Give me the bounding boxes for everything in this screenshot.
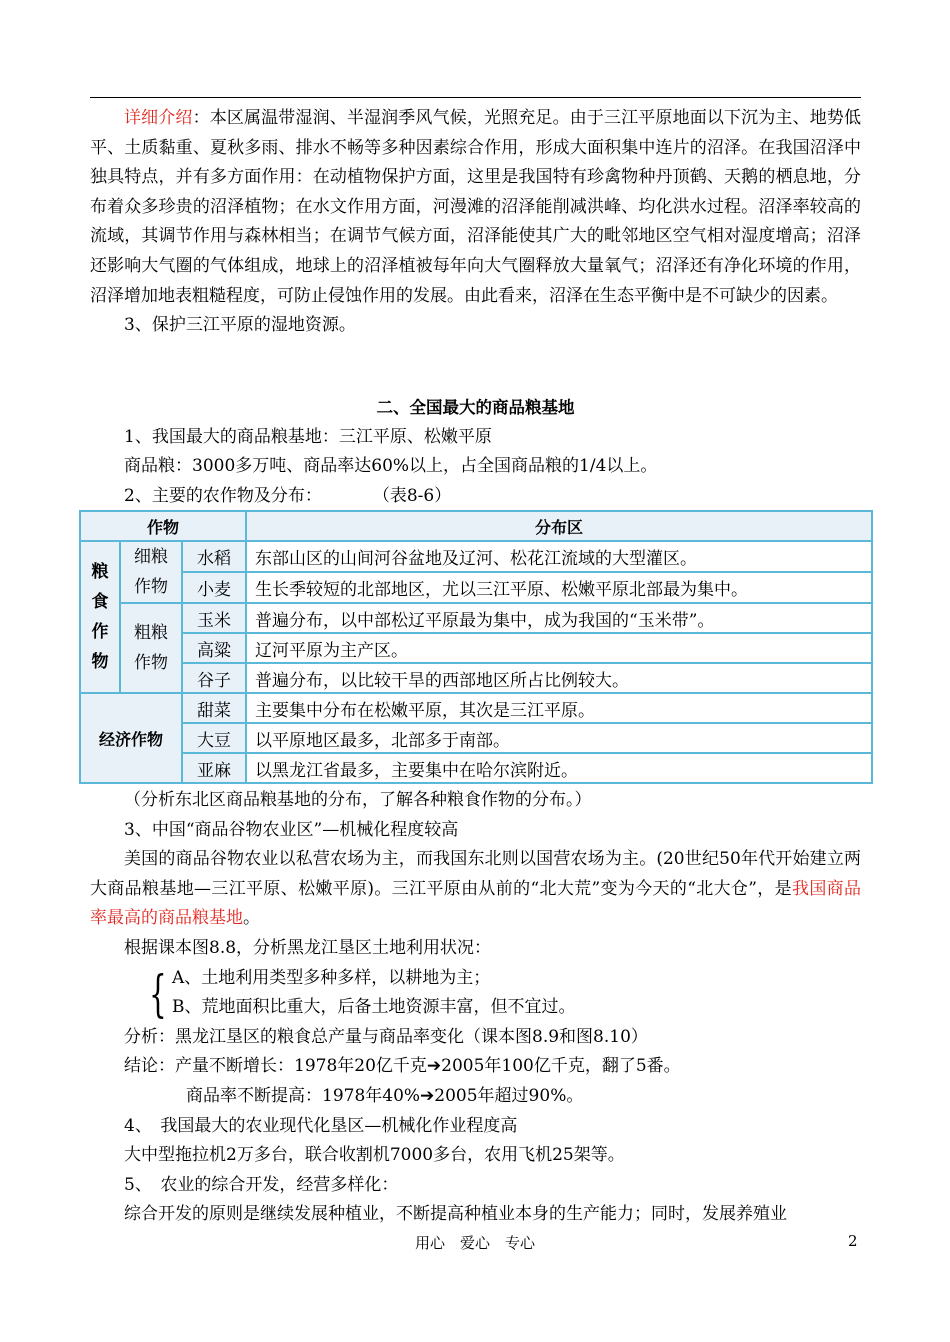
table-row — [80, 723, 872, 753]
grain-line: 商品粮：3000多万吨、商品率达60%以上，占全国商品粮的1/4以上。 — [124, 456, 658, 477]
machines-line: 大中型拖拉机2万多台，联合收割机7000多台，农用飞机25架等。 — [124, 1145, 625, 1166]
land-item-b: B、荒地面积比重大，后备土地资源丰富，但不宜过。 — [172, 997, 576, 1018]
crop-area: 主要集中分布在松嫩平原，其次是三江平原。 — [246, 693, 872, 723]
crop-distribution-table — [79, 510, 873, 784]
grain-crops-group: 粮 食 作 物 — [80, 541, 120, 693]
analysis-note: （分析东北区商品粮基地的分布，了解各种粮食作物的分布。） — [124, 790, 592, 810]
section-title: 二、全国最大的商品粮基地 — [376, 398, 575, 417]
economic-crops-group: 经济作物 — [80, 693, 182, 783]
crop-area: 普遍分布，以中部松辽平原最为集中，成为我国的“玉米带”。 — [246, 603, 872, 633]
crop-name: 谷子 — [182, 663, 246, 693]
crop-name: 大豆 — [182, 723, 246, 753]
protect-item: 3、保护三江平原的湿地资源。 — [124, 315, 356, 336]
page-footer: 用心 爱心 专心 — [414, 1234, 535, 1252]
intro-block — [90, 104, 861, 341]
crop-name: 小麦 — [182, 572, 246, 603]
header-rule — [90, 97, 861, 98]
crop-name: 亚麻 — [182, 753, 246, 783]
figure-line: 根据课本图8.8，分析黑龙江垦区土地利用状况： — [124, 937, 492, 958]
conclusion-line-2: 商品率不断提高：1978年40%➔2005年超过90%。 — [186, 1085, 584, 1106]
lower-block — [90, 786, 861, 1230]
table-header-row — [80, 511, 872, 541]
table-row — [80, 633, 872, 663]
fine-grain-group: 细粮 作物 — [120, 541, 182, 603]
usa-paragraph — [90, 845, 861, 934]
crops-line: 2、主要的农作物及分布： （表8-6） — [124, 485, 452, 506]
zone-item: 3、中国“商品谷物农业区”—机械化程度较高 — [124, 819, 459, 840]
coarse-grain-group: 粗粮 作物 — [120, 603, 182, 693]
crop-area: 以平原地区最多，北部多于南部。 — [246, 723, 872, 753]
usa-paragraph-text: 美国的商品谷物农业以私营农场为主，而我国东北则以国营农场为主。(20世纪50年代开始建立两大商品粮基地—三江平原、松嫩平原)。三江平原由从前的“北大荒”变为今天的“北大仓”，是 — [90, 849, 861, 899]
table-row — [80, 663, 872, 693]
crop-area: 生长季较短的北部地区，尤以三江平原、松嫩平原北部最为集中。 — [246, 572, 872, 603]
crop-table-wrap — [79, 510, 873, 784]
section-block — [90, 393, 861, 511]
item-4: 4、 我国最大的农业现代化垦区—机械化作业程度高 — [124, 1115, 518, 1136]
intro-label: 详细介绍 — [124, 108, 193, 128]
conclusion-line-1: 结论：产量不断增长：1978年20亿千克➔2005年100亿千克，翻了5番。 — [124, 1056, 681, 1077]
page-number: 2 — [848, 1232, 858, 1250]
crop-area: 以黑龙江省最多，主要集中在哈尔滨附近。 — [246, 753, 872, 783]
brace-symbol: { — [149, 964, 167, 1023]
usa-paragraph-end: 。 — [243, 908, 260, 929]
intro-paragraph — [90, 104, 861, 311]
table-row — [80, 572, 872, 603]
base-line: 1、我国最大的商品粮基地：三江平原、松嫩平原 — [124, 426, 492, 447]
analysis-line: 分析：黑龙江垦区的粮食总产量与商品率变化（课本图8.9和图8.10） — [124, 1026, 648, 1047]
crop-name: 水稻 — [182, 541, 246, 572]
land-use-list — [90, 964, 861, 1023]
table-row — [80, 541, 872, 572]
land-item-a: A、土地利用类型多种多样，以耕地为主； — [172, 967, 491, 988]
last-paragraph: 综合开发的原则是继续发展种植业，不断提高种植业本身的生产能力；同时，发展养殖业 — [124, 1204, 787, 1225]
crop-name: 玉米 — [182, 603, 246, 633]
table-row — [80, 693, 872, 723]
crop-area: 东部山区的山间河谷盆地及辽河、松花江流域的大型灌区。 — [246, 541, 872, 572]
crop-area: 辽河平原为主产区。 — [246, 633, 872, 663]
intro-body: ：本区属温带湿润、半湿润季风气候，光照充足。由于三江平原地面以下沉为主、地势低平、土质黏重、夏秋多雨、排水不畅等多种因素综合作用，形成大面积集中连片的沼泽。在我国沼泽中独具特点，并有多方面作用：在动植物保护方面，这里是我国特有珍禽物种丹顶鹤、天鹅的栖息地，分布着众多珍贵的沼泽植物；在水文作用方面，河漫滩的沼泽能削减洪峰、均化洪水过程。沼泽率较高的流域，其调节作用与森林相当；在调节气候方面，沼泽能使其广大的毗邻地区空气相对湿度增高；沼泽还影响大气圈的气体组成，地球上的沼泽植被每年向大气圈释放大量氧气；沼泽还有净化环境的作用，沼泽增加地表粗糙程度，可防止侵蚀作用的发展。由此看来，沼泽在生态平衡中是不可缺少的因素。 — [90, 108, 862, 306]
header-crop: 作物 — [80, 511, 246, 541]
crop-area: 普遍分布，以比较干旱的西部地区所占比例较大。 — [246, 663, 872, 693]
crop-name: 高粱 — [182, 633, 246, 663]
crop-name: 甜菜 — [182, 693, 246, 723]
item-5: 5、 农业的综合开发，经营多样化： — [124, 1174, 399, 1195]
table-row — [80, 753, 872, 783]
highlight-text: 我国商品率最高的商品粮基地 — [90, 878, 862, 929]
table-row — [80, 603, 872, 633]
header-area: 分布区 — [246, 511, 872, 541]
